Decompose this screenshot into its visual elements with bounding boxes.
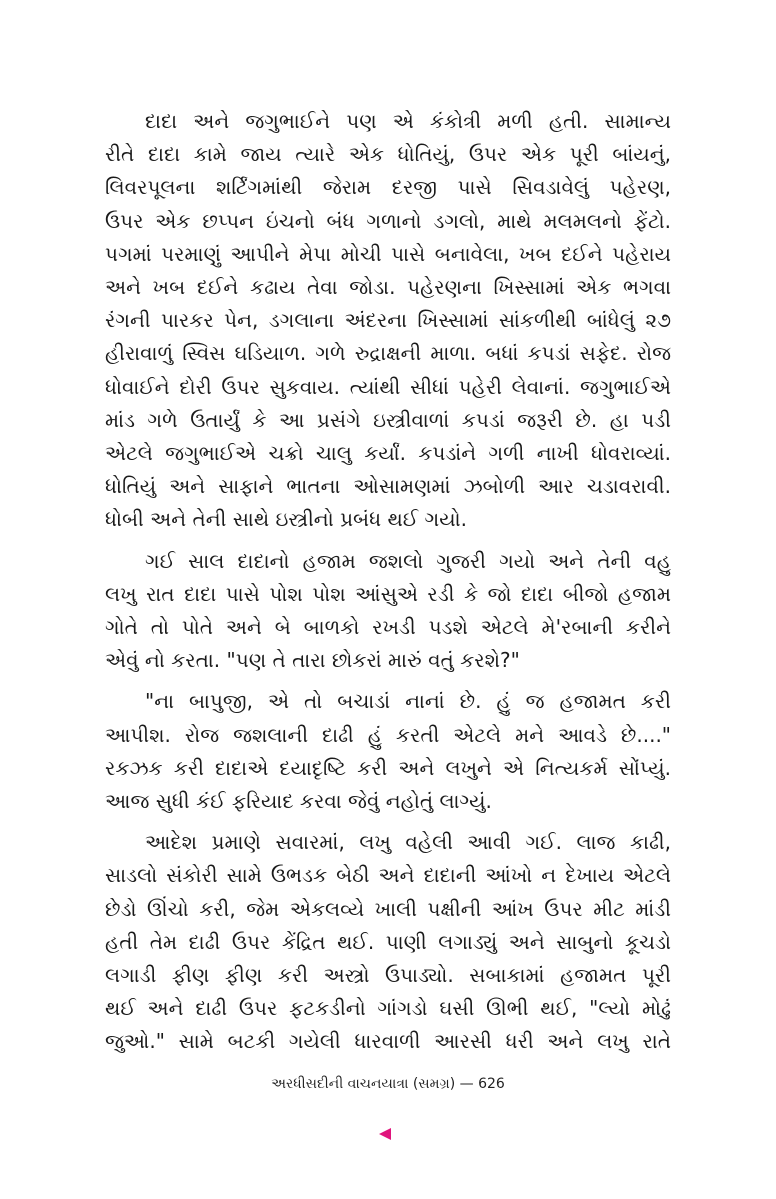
text-line: લખુ રાત દાદા પાસે પોશ પોશ આંસુએ રડી કે જો દાદા બીજો હજામ bbox=[105, 581, 671, 606]
text-line: "ના બાપુજી, એ તો બચાડાં નાનાં છે. હું જ હજામત કરી bbox=[145, 689, 671, 714]
text-line: અને ખબ દઈને કઢાય તેવા જોડા. પહેરણના ખિસ્સામાં એક ભગવા bbox=[105, 275, 671, 300]
previous-page-arrow-icon[interactable] bbox=[379, 1128, 391, 1140]
text-line: રીતે દાદા કામે જાય ત્યારે એક ધોતિયું, ઉપર એક પૂરી બાંયનું, bbox=[105, 142, 671, 167]
text-line: આપીશ. રોજ જશલાની દાઢી હું કરતી એટલે મને આવડે છે...." bbox=[105, 722, 671, 747]
paragraph-2 bbox=[105, 545, 671, 678]
page-body bbox=[105, 105, 671, 1067]
text-line: ધોબી અને તેની સાથે ઇસ્ત્રીનો પ્રબંધ થઈ ગયો. bbox=[105, 507, 467, 532]
page-footer: અરધીસદીની વાચનયાત્રા (સમગ્ર) — 626 bbox=[271, 1076, 505, 1092]
text-line: સાડલો સંકોરી સામે ઉભડક બેઠી અને દાદાની આંખો ન દેખાય એટલે bbox=[105, 863, 671, 888]
text-line: ધોતિયું અને સાફાને ભાતના ઓસામણમાં ઝબોળી આર ચડાવરાવી. bbox=[105, 474, 671, 499]
text-line: હતી તેમ દાઢી ઉપર કેંદ્રિત થઈ. પાણી લગાડ્યું અને સાબુનો કૂચડો bbox=[105, 929, 671, 954]
text-line: ગોતે તો પોતે અને બે બાળકો રખડી પડશે એટલે મે'રબાની કરીને bbox=[105, 615, 671, 640]
text-line: લગાડી ફીણ ફીણ કરી અસ્ત્રો ઉપાડ્યો. સબાકામાં હજામત પૂરી bbox=[105, 963, 671, 988]
text-line: ધોવાઈને દોરી ઉપર સુકવાય. ત્યાંથી સીધાં પહેરી લેવાનાં. જગુભાઈએ bbox=[105, 374, 671, 399]
text-line: રકઝક કરી દાદાએ દયાદૃષ્ટિ કરી અને લખુને એ નિત્યકર્મ સોંપ્યું. bbox=[105, 755, 671, 780]
text-line: માંડ ગળે ઉતાર્યું કે આ પ્રસંગે ઇસ્ત્રીવાળાં કપડાં જરૂરી છે. હા પડી bbox=[105, 407, 671, 432]
paragraph-1 bbox=[105, 105, 671, 537]
text-line: જુઓ." સામે બટકી ગયેલી ધારવાળી આરસી ધરી અને લખુ રાતે bbox=[105, 1029, 671, 1054]
text-line: હીરાવાળું સ્વિસ ઘડિયાળ. ગળે રુદ્રાક્ષની માળા. બધાં કપડાં સફેદ. રોજ bbox=[105, 341, 671, 366]
paragraph-3 bbox=[105, 685, 671, 818]
text-line: રંગની પારકર પેન, ડગલાના અંદરના ખિસ્સામાં સાંકળીથી બાંધેલું ૨૭ bbox=[105, 308, 671, 333]
paragraph-4 bbox=[105, 826, 671, 1058]
text-line: છેડો ઊંચો કરી, જેમ એકલવ્યે ખાલી પક્ષીની આંખ ઉપર મીટ માંડી bbox=[105, 896, 671, 921]
text-line: એવું નો કરતા. "પણ તે તારા છોકરાં મારું વતું કરશે?" bbox=[105, 648, 520, 673]
text-line: ઉપર એક છપ્પન ઇંચનો બંધ ગળાનો ડગલો, માથે મલમલનો ફેંટો. bbox=[105, 208, 671, 233]
text-line: દાદા અને જગુભાઈને પણ એ કંકોત્રી મળી હતી. સામાન્ય bbox=[145, 109, 671, 133]
text-line: લિવરપૂલના શર્ટિંગમાંથી જેરામ દરજી પાસે સિવડાવેલું પહેરણ, bbox=[105, 175, 671, 200]
text-line: આદેશ પ્રમાણે સવારમાં, લખુ વહેલી આવી ગઈ. લાજ કાઢી, bbox=[145, 830, 671, 855]
text-line: થઈ અને દાઢી ઉપર ફટકડીનો ગાંગડો ઘસી ઊભી થઈ, "લ્યો મોઢું bbox=[105, 996, 671, 1021]
text-line: એટલે જગુભાઈએ ચક્રો ચાલુ કર્યાં. કપડાંને ગળી નાખી ધોવરાવ્યાં. bbox=[105, 441, 671, 466]
text-line: ગઈ સાલ દાદાનો હજામ જશલો ગુજરી ગયો અને તેની વહુ bbox=[145, 548, 671, 573]
text-line: આજ સુધી કંઈ ફરિયાદ કરવા જેવું નહોતું લાગ્યું. bbox=[105, 789, 492, 814]
text-line: પગમાં પરમાણું આપીને મેપા મોચી પાસે બનાવેલા, ખબ દઈને પહેરાય bbox=[105, 241, 671, 266]
